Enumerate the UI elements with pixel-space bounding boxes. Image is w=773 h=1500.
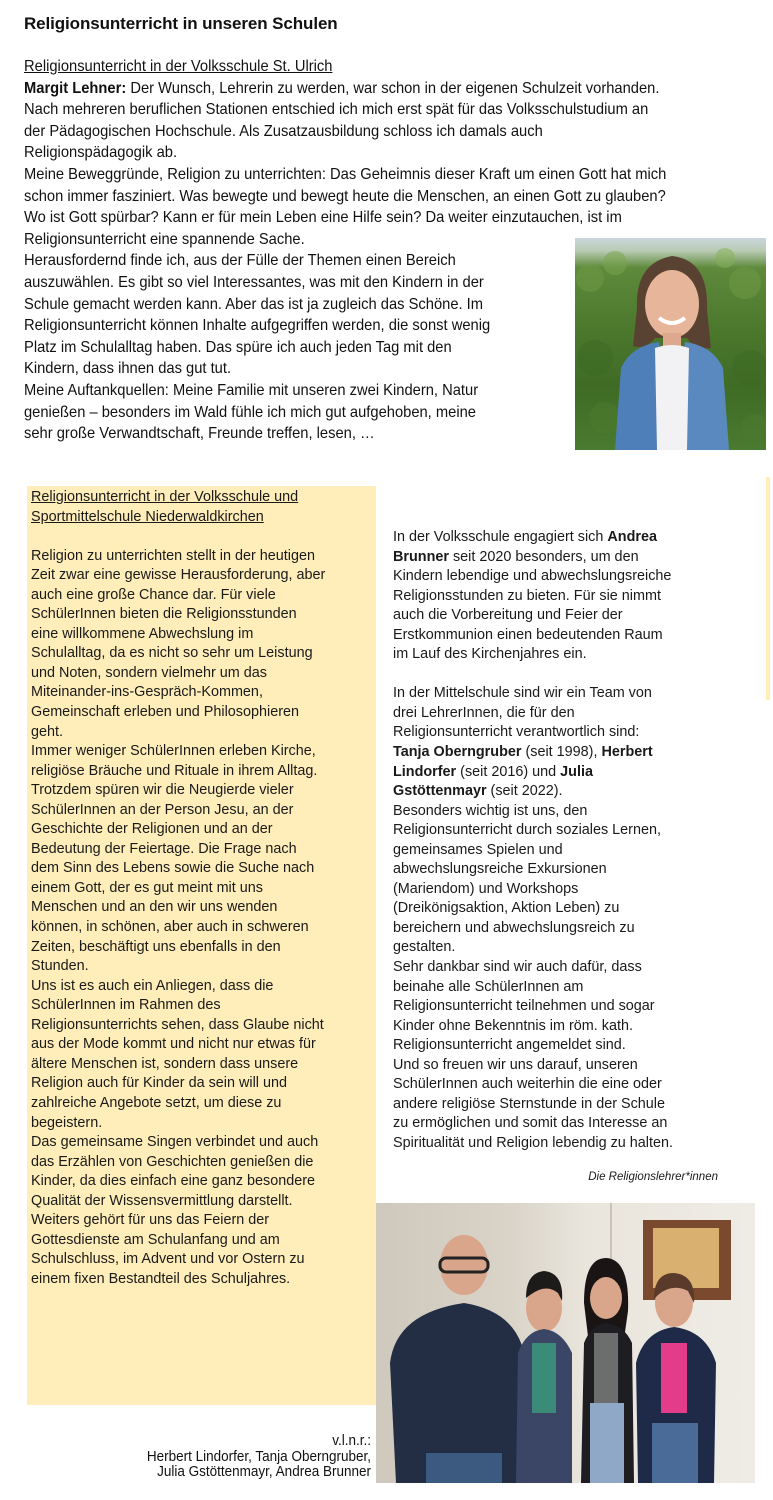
article-line: der Pädagogischen Hochschule. Als Zusatzausbildung schloss ich damals auch (24, 122, 543, 140)
article-line: Kindern, dass ihnen das gut tut. (24, 360, 232, 378)
teacher-name: Brunner (393, 548, 449, 565)
paragraph-line: gemeinsames Spielen und (393, 841, 563, 858)
paragraph-line: SchülerInnen an der Person Jesu, an der (31, 801, 294, 818)
paragraph-line: Religionsunterricht teilnehmen und sogar (393, 998, 655, 1015)
paragraph-line: Immer weniger SchülerInnen erleben Kirche, (31, 743, 316, 760)
paragraph-line: Religionsunterricht angemeldet sind. (393, 1037, 626, 1054)
article-line: Schule gemacht werden kann. Aber das ist ja zugleich das Schöne. Im (24, 295, 484, 313)
paragraph-line: Religion auch für Kinder da sein will und (31, 1075, 287, 1092)
paragraph-line: können, in schönen, aber auch in schweren (31, 919, 309, 936)
article-line: Herausfordernd finde ich, aus der Fülle der Themen einen Bereich (24, 252, 456, 270)
paragraph-line: SchülerInnen auch weiterhin die eine oder (393, 1076, 662, 1093)
teacher-name: Herbert (601, 744, 653, 761)
paragraph-line: andere religiöse Sternstunde in der Schule (393, 1095, 665, 1112)
paragraph-line: Zeit zwar eine gewisse Herausforderung, aber (31, 567, 326, 584)
article-line: auszuwählen. Es gibt so viel Interessantes, was mit den Kindern in der (24, 273, 484, 291)
paragraph-line: Trotzdem spüren wir die Neugierde vieler (31, 782, 294, 799)
paragraph-line: Zeiten, beschäftigt uns ebenfalls in den (31, 938, 281, 955)
paragraph-line: das Erzählen von Geschichten genießen die (31, 1153, 314, 1170)
paragraph-line: Lindorfer (seit 2016) und Julia (393, 763, 593, 780)
paragraph-line: Miteinander-ins-Gespräch-Kommen, (31, 684, 263, 701)
article-line: Religionsunterricht eine spannende Sache. (24, 230, 305, 248)
teacher-name: Tanja Oberngruber (393, 744, 522, 761)
paragraph-line: Schulschluss, im Advent und vor Ostern zu (31, 1251, 305, 1268)
paragraph-line: Kindern lebendige und abwechslungsreiche (393, 568, 672, 585)
paragraph-line: Schulalltag, da es nicht so sehr um Leistung (31, 645, 313, 662)
paragraph-line: Kinder ohne Bekenntnis im röm. kath. (393, 1017, 633, 1034)
paragraph-line: Uns ist es auch ein Anliegen, dass die (31, 977, 274, 994)
paragraph-line: Das gemeinsame Singen verbindet und auch (31, 1134, 319, 1151)
paragraph-line: zahlreiche Angebote setzt, um diese zu (31, 1094, 282, 1111)
article-line: Meine Auftankquellen: Meine Familie mit unseren zwei Kindern, Natur (24, 381, 479, 399)
paragraph-line: Menschen und an den wir uns wenden (31, 899, 278, 916)
group-illustration (376, 1203, 755, 1483)
group-photo (376, 1203, 755, 1483)
paragraph-line: Qualität der Wissensvermittlung darstellt. (31, 1192, 293, 1209)
paragraph-line: Gemeinschaft erleben und Philosophieren (31, 704, 299, 721)
paragraph-line: Weiters gehört für uns das Feiern der (31, 1212, 270, 1229)
paragraph-line: In der Mittelschule sind wir ein Team von (393, 685, 652, 702)
article-line: Wo ist Gott spürbar? Kann er für mein Leben eine Hilfe sein? Da weiter einzutauchen, ist im (24, 209, 622, 227)
paragraph-line: religiöse Bräuche und Rituale in ihrem Alltag. (31, 762, 318, 779)
teacher-name: Lindorfer (393, 763, 457, 780)
paragraph-line: geht. (31, 723, 64, 740)
caption-line: Herbert Lindorfer, Tanja Oberngruber, (146, 1447, 371, 1465)
paragraph-line: Gstöttenmayr (seit 2022). (393, 783, 563, 800)
article-line: sehr große Verwandtschaft, Freunde treffen, lesen, … (24, 425, 375, 443)
st-ulrich-heading: Religionsunterricht in der Volksschule St. Ulrich (24, 58, 333, 75)
paragraph-line: SchülerInnen im Rahmen des (31, 997, 221, 1014)
paragraph-line: SchülerInnen bieten die Religionsstunden (31, 606, 297, 623)
article-line: Religionsunterricht können Inhalte aufgegriffen werden, die sonst wenig (24, 317, 491, 335)
article-line: Religionspädagogik ab. (24, 144, 178, 162)
portrait-illustration (575, 238, 766, 450)
paragraph-line: auch eine große Chance dar. Für viele (31, 586, 276, 603)
portrait-photo (575, 238, 766, 450)
paragraph-line: (Mariendom) und Workshops (393, 880, 579, 897)
paragraph-line: zu ermöglichen und somit das Interesse an (393, 1115, 668, 1132)
paragraph-line: Religionsunterricht durch soziales Lernen, (393, 822, 661, 839)
teacher-name: Margit Lehner: (24, 79, 127, 97)
signature: Die Religionslehrer*innen (588, 1171, 718, 1183)
highlight-strip (766, 477, 770, 700)
paragraph-line: aus der Mode kommt und nicht nur etwas für (31, 1036, 316, 1053)
paragraph-line: Kinder, da dies einfach eine ganz besondere (31, 1173, 316, 1190)
paragraph-line: einem fixen Bestandteil des Schuljahres. (31, 1270, 291, 1287)
paragraph-line: gestalten. (393, 939, 456, 956)
photo-caption (91, 1433, 371, 1480)
paragraph-line: Tanja Oberngruber (seit 1998), Herbert (393, 744, 653, 761)
paragraph-line: dem Sinn des Lebens sowie die Suche nach (31, 860, 315, 877)
article-line: Margit Lehner: Der Wunsch, Lehrerin zu werden, war schon in der eigenen Schulzeit vorhanden. (24, 79, 660, 97)
teacher-name: Andrea (607, 529, 657, 545)
paragraph-line: bereichern und abwechslungsreich zu (393, 919, 635, 936)
paragraph-line: Religion zu unterrichten stellt in der heutigen (31, 547, 315, 564)
page-title: Religionsunterricht in unseren Schulen (24, 14, 338, 33)
teacher-name: Julia (560, 763, 593, 780)
niederwaldkirchen-heading: Sportmittelschule Niederwaldkirchen (31, 508, 264, 525)
paragraph-line: Stunden. (31, 958, 89, 975)
paragraph-line: Religionsstunden zu bieten. Für sie nimmt (393, 587, 661, 604)
paragraph-line: ältere Menschen ist, sondern dass unsere (31, 1055, 299, 1072)
article-line: Meine Beweggründe, Religion zu unterrichten: Das Geheimnis dieser Kraft um einen Gott hat mich (24, 165, 667, 183)
caption-line: Julia Gstöttenmayr, Andrea Brunner (157, 1463, 371, 1480)
paragraph-line: Und so freuen wir uns darauf, unseren (393, 1056, 638, 1073)
paragraph-line: Sehr dankbar sind wir auch dafür, dass (393, 959, 642, 976)
paragraph-line: Brunner seit 2020 besonders, um den (393, 548, 639, 565)
niederwaldkirchen-heading: Religionsunterricht in der Volksschule und (31, 489, 299, 505)
paragraph-line: auch die Vorbereitung und Feier der (393, 607, 623, 624)
article-line: Platz im Schulalltag haben. Das spüre ich auch jeden Tag mit den (24, 338, 452, 356)
niederwaldkirchen-left-column (31, 488, 376, 1289)
paragraph-line: Religionsunterricht verantwortlich sind: (393, 724, 640, 741)
paragraph-line: Spiritualität und Religion lebendig zu halten. (393, 1134, 674, 1151)
paragraph-line: Besonders wichtig ist uns, den (393, 802, 588, 819)
paragraph-line: beinahe alle SchülerInnen am (393, 978, 584, 995)
teacher-name: Gstöttenmayr (393, 783, 487, 800)
paragraph-line: abwechslungsreiche Exkursionen (393, 861, 607, 878)
paragraph-line: Gottesdienste am Schulanfang und am (31, 1231, 280, 1248)
paragraph-line: einem Gott, der es gut meint mit uns (31, 879, 263, 896)
paragraph-line: eine willkommene Abwechslung im (31, 625, 254, 642)
paragraph-line: Bedeutung der Feiertage. Die Frage nach (31, 840, 297, 857)
paragraph-line: Erstkommunion einen bedeutenden Raum (393, 626, 663, 643)
article-line: genießen – besonders im Wald fühle ich mich gut aufgehoben, meine (24, 403, 476, 421)
paragraph-line: und Noten, sondern vielmehr um das (31, 664, 267, 681)
paragraph-line: (Dreikönigsaktion, Aktion Leben) zu (393, 900, 620, 917)
article-line: schon immer fasziniert. Was bewegte und bewegt heute die Menschen, an einen Gott zu glauben? (24, 187, 666, 205)
paragraph-line: drei LehrerInnen, die für den (393, 704, 575, 721)
paragraph-line: Geschichte der Religionen und an der (31, 821, 273, 838)
paragraph-line: im Lauf des Kirchenjahres ein. (393, 646, 587, 663)
caption-line: v.l.n.r.: (332, 1432, 371, 1449)
niederwaldkirchen-right-column (393, 528, 763, 1154)
paragraph-line: begeistern. (31, 1114, 103, 1131)
article-line: Nach mehreren beruflichen Stationen entschied ich mich erst spät für das Volksschulstudium an (24, 101, 649, 119)
paragraph-line: Religionsunterrichts sehen, dass Glaube nicht (31, 1016, 324, 1033)
paragraph-line: In der Volksschule engagiert sich Andrea (393, 529, 657, 545)
